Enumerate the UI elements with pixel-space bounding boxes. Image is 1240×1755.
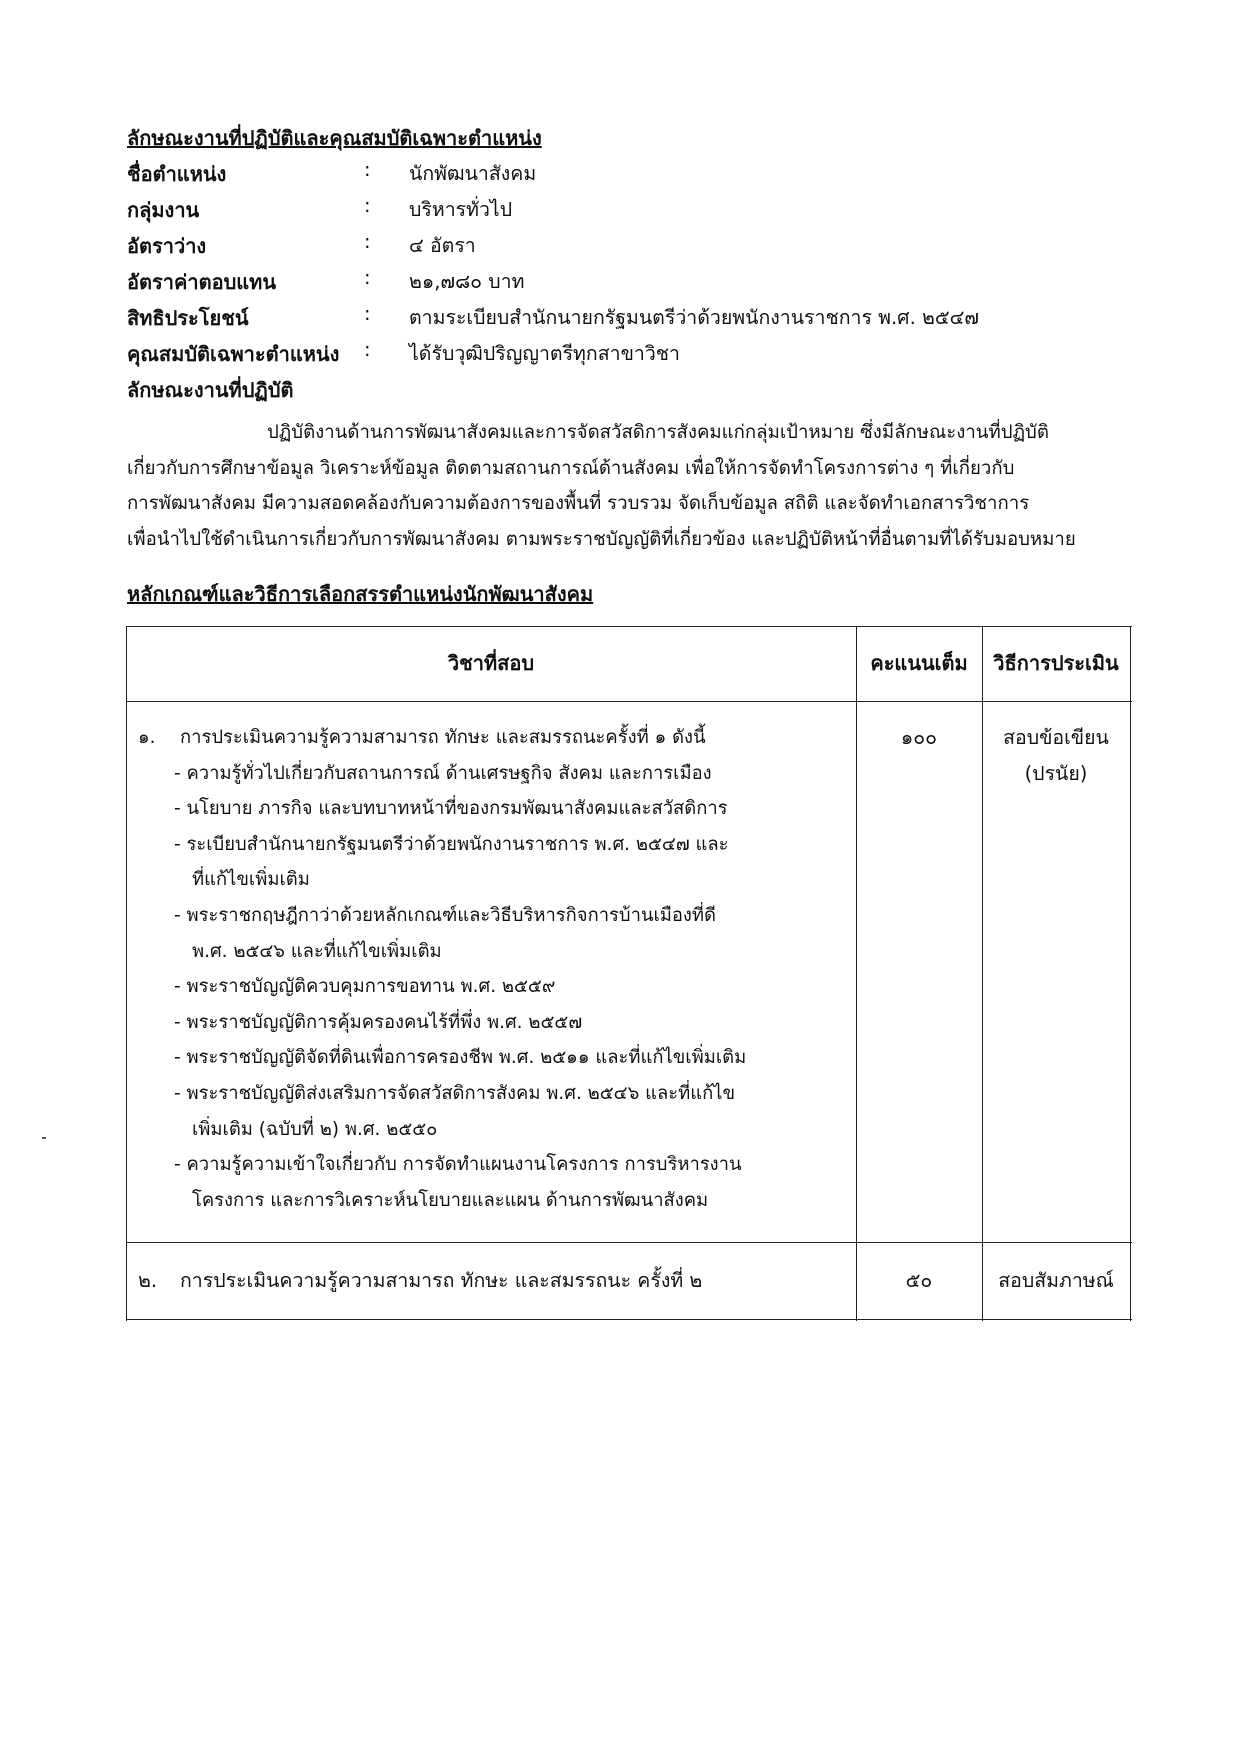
- info-label: สิทธิประโยชน์: [127, 306, 249, 330]
- row-title: การประเมินความรู้ความสามารถ ทักษะ และสมรรถนะครั้งที่ ๑ ดังนี้: [180, 727, 706, 748]
- table-header-divider: [126, 701, 1132, 702]
- info-value: ตามระเบียบสำนักนายกรัฐมนตรีว่าด้วยพนักงานราชการ พ.ศ. ๒๕๔๗: [409, 306, 979, 329]
- table-header-subject: วิชาที่สอบ: [447, 651, 535, 675]
- paragraph-line: ปฏิบัติงานด้านการพัฒนาสังคมและการจัดสวัสดิการสังคมแก่กลุ่มเป้าหมาย ซึ่งมีลักษณะงานที่ปฏิบัติ: [267, 422, 1049, 443]
- list-item: - พระราชบัญญัติส่งเสริมการจัดสวัสดิการสังคม พ.ศ. ๒๕๔๖ และที่แก้ไข: [174, 1082, 736, 1104]
- info-value: นักพัฒนาสังคม: [409, 162, 537, 185]
- table-row-1-method: สอบข้อเขียน: [1003, 726, 1109, 749]
- info-colon: :: [364, 266, 371, 289]
- info-row-vacancies: [127, 230, 1127, 262]
- table-row-1-method-detail: (ปรนัย): [1024, 762, 1088, 785]
- info-row-salary: [127, 266, 1127, 298]
- list-item: - พระราชกฤษฎีกาว่าด้วยหลักเกณฑ์และวิธีบริหารกิจการบ้านเมืองที่ดี: [174, 904, 716, 926]
- selection-criteria-table: [126, 626, 1132, 1321]
- info-row-position: [127, 158, 1127, 190]
- table-row-1-title: [126, 720, 856, 756]
- list-item-continuation: เพิ่มเติม (ฉบับที่ ๒) พ.ศ. ๒๕๕๐: [192, 1118, 438, 1140]
- list-item: - พระราชบัญญัติการคุ้มครองคนไร้ที่พึ่ง พ.ศ. ๒๕๕๗: [174, 1011, 583, 1033]
- info-row-qualifications: [127, 338, 1127, 370]
- paragraph-line: เพื่อนำไปใช้ดำเนินการเกี่ยวกับการพัฒนาสังคม ตามพระราชบัญญัติที่เกี่ยวข้อง และปฏิบัติหน้าที่อื่นตามที่ได้รับมอบหมาย: [127, 528, 1076, 550]
- job-duties-paragraph: [127, 415, 1130, 557]
- info-value: ๔ อัตรา: [409, 234, 476, 257]
- paragraph-line: การพัฒนาสังคม มีความสอดคล้องกับความต้องการของพื้นที่ รวบรวม จัดเก็บข้อมูล สถิติ และจัดทำเอกสารวิชาการ: [127, 493, 1030, 514]
- section-heading-selection-criteria: หลักเกณฑ์และวิธีการเลือกสรรตำแหน่งนักพัฒนาสังคม: [127, 582, 594, 606]
- list-item: - นโยบาย ภารกิจ และบทบาทหน้าที่ของกรมพัฒนาสังคมและสวัสดิการ: [174, 798, 728, 820]
- info-value: บริหารทั่วไป: [409, 198, 513, 221]
- list-item: - พระราชบัญญัติจัดที่ดินเพื่อการครองชีพ พ.ศ. ๒๕๑๑ และที่แก้ไขเพิ่มเติม: [174, 1047, 747, 1069]
- list-item-continuation: พ.ศ. ๒๕๔๖ และที่แก้ไขเพิ่มเติม: [192, 940, 442, 962]
- table-row-2-score: ๕๐: [905, 1269, 933, 1292]
- table-row-2-method: สอบสัมภาษณ์: [998, 1269, 1114, 1292]
- section-heading-job-description: ลักษณะงานที่ปฏิบัติและคุณสมบัติเฉพาะตำแหน่ง: [127, 126, 542, 150]
- table-row-1-subject: [126, 720, 856, 1218]
- list-item-continuation: โครงการ และการวิเคราะห์นโยบายและแผน ด้านการพัฒนาสังคม: [192, 1189, 709, 1211]
- paragraph-line: เกี่ยวกับการศึกษาข้อมูล วิเคราะห์ข้อมูล ติดตามสถานการณ์ด้านสังคม เพื่อให้การจัดทำโครงการต่าง ๆ ที่เกี่ยวกับ: [127, 457, 1015, 479]
- list-item: - ระเบียบสำนักนายกรัฐมนตรีว่าด้วยพนักงานราชการ พ.ศ. ๒๕๔๗ และ: [174, 833, 729, 855]
- info-label: อัตราว่าง: [127, 234, 207, 258]
- table-row-2-subject: [126, 1242, 856, 1319]
- row-title: การประเมินความรู้ความสามารถ ทักษะ และสมรรถนะ ครั้งที่ ๒: [180, 1269, 703, 1292]
- info-value: ๒๑,๗๘๐ บาท: [409, 270, 525, 293]
- info-label: คุณสมบัติเฉพาะตำแหน่ง: [127, 342, 340, 366]
- table-header-method: วิธีการประเมิน: [993, 651, 1119, 675]
- info-label: อัตราค่าตอบแทน: [127, 270, 277, 294]
- table-border-right: [1130, 626, 1131, 1321]
- row-number: ๑.: [138, 727, 156, 748]
- info-label: ลักษณะงานที่ปฏิบัติ: [127, 378, 294, 402]
- info-colon: :: [364, 338, 371, 361]
- list-item: - ความรู้ทั่วไปเกี่ยวกับสถานการณ์ ด้านเศรษฐกิจ สังคม และการเมือง: [174, 762, 712, 784]
- info-colon: :: [364, 230, 371, 253]
- list-item: - พระราชบัญญัติควบคุมการขอทาน พ.ศ. ๒๕๕๙: [174, 976, 556, 998]
- table-row-1-score: ๑๐๐: [900, 726, 938, 749]
- list-item-continuation: ที่แก้ไขเพิ่มเติม: [192, 869, 310, 891]
- info-row-job-duties: [127, 374, 1127, 406]
- info-label: ชื่อตำแหน่ง: [127, 162, 227, 186]
- list-item: - ความรู้ความเข้าใจเกี่ยวกับ การจัดทำแผนงานโครงการ การบริหารงาน: [174, 1154, 742, 1176]
- table-header-full-score: คะแนนเต็ม: [870, 651, 968, 675]
- table-border-bottom: [126, 1319, 1132, 1320]
- info-colon: :: [364, 194, 371, 217]
- info-colon: :: [364, 158, 371, 181]
- info-row-work-group: [127, 194, 1127, 226]
- info-row-benefits: [127, 302, 1127, 334]
- info-value: ได้รับวุฒิปริญญาตรีทุกสาขาวิชา: [409, 342, 680, 365]
- scan-speck: [42, 1137, 46, 1139]
- info-label: กลุ่มงาน: [127, 198, 200, 222]
- info-colon: :: [364, 302, 371, 325]
- row-number: ๒.: [138, 1269, 158, 1292]
